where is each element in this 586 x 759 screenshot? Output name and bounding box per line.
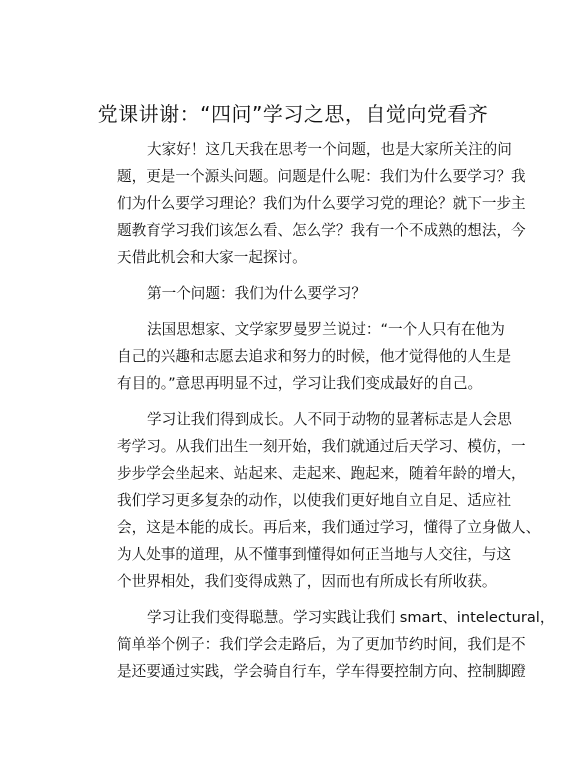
text-line: 我们学习更多复杂的动作，以使我们更好地自立自足、适应社 xyxy=(117,492,512,509)
text-line: 大家好！这几天我在思考一个问题，也是大家所关注的问 xyxy=(147,141,512,158)
text-line: 天借此机会和大家一起探讨。 xyxy=(117,249,307,266)
text-line: 个世界相处，我们变得成熟了，因而也有所成长有所收获。 xyxy=(117,573,497,590)
text-line: 有目的。”意思再明显不过，学习让我们变成最好的自己。 xyxy=(117,375,483,392)
paragraph-question-one xyxy=(87,280,502,307)
paragraph-quote xyxy=(87,316,512,397)
text-line: 法国思想家、文学家罗曼罗兰说过：“一个人只有在他为 xyxy=(147,321,505,338)
text-line: 题，更是一个源头问题。问题是什么呢：我们为什么要学习？我 xyxy=(117,168,526,185)
text-line: 学习让我们变得聪慧。学习实践让我们 smart、intelectural， xyxy=(147,609,555,626)
text-line: 题教育学习我们该怎么看、怎么学？我有一个不成熟的想法，今 xyxy=(117,222,526,239)
paragraph-greeting xyxy=(87,136,526,271)
document-body xyxy=(87,136,555,694)
text-line: 学习让我们得到成长。人不同于动物的显著标志是人会思 xyxy=(147,411,512,428)
text-line: 是还要通过实践，学会骑自行车，学车得要控制方向、控制脚蹬 xyxy=(117,663,526,680)
document-title: 党课讲谢：“四问”学习之思，自觉向党看齐 xyxy=(97,102,489,126)
paragraph-wisdom xyxy=(87,604,555,685)
text-line: 第一个问题：我们为什么要学习？ xyxy=(147,285,366,302)
text-line: 步步学会坐起来、站起来、走起来、跑起来，随着年龄的增大， xyxy=(117,465,526,482)
text-line: 为人处事的道理，从不懂事到懂得如何正当地与人交往，与这 xyxy=(117,546,512,563)
text-line: 们为什么要学习理论？我们为什么要学习党的理论？就下一步主 xyxy=(117,195,526,212)
text-line: 简单举个例子：我们学会走路后，为了更加节约时间，我们是不 xyxy=(117,636,526,653)
paragraph-growth xyxy=(87,406,541,595)
text-line: 会，这是本能的成长。再后来，我们通过学习，懂得了立身做人、 xyxy=(117,519,541,536)
text-line: 考学习。从我们出生一刻开始，我们就通过后天学习、模仿，一 xyxy=(117,438,526,455)
text-line: 自己的兴趣和志愿去追求和努力的时候，他才觉得他的人生是 xyxy=(117,348,512,365)
